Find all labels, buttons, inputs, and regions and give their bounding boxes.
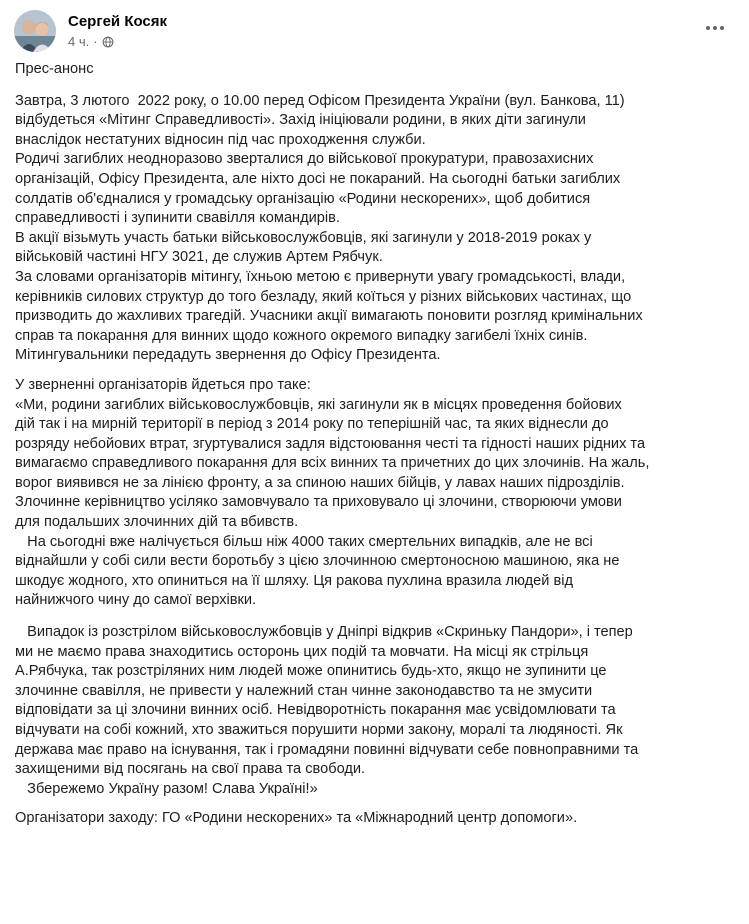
text-line: У зверненні організаторів йдеться про таке:: [15, 376, 311, 393]
text-line: справедливості і зупинити свавілля командирів.: [15, 210, 340, 227]
text-line: Родичі загиблих неодноразово зверталися до військової прокуратури, правозахисних: [15, 151, 594, 168]
more-options-icon[interactable]: [700, 18, 730, 38]
paragraph-block-2: [15, 376, 735, 611]
text-line: внаслідок нестатуних відносин під час проходження служби.: [15, 131, 426, 148]
text-line: відбудеться «Мітинг Справедливості». Захід ініціювали родини, в яких діти загинули: [15, 112, 586, 129]
text-line: керівників силових структур до того безладу, який коїться у різних військових частинах, що: [15, 288, 632, 305]
text-line: відповідати за ці злочини винних осіб. Невідворотність покарання має усвідомлювати та: [15, 702, 616, 719]
text-line: справ та покарання для винних щодо кожного окремого випадку загибелі їхніх синів.: [15, 327, 588, 344]
text-line: віднайшли у собі сили вести боротьбу з цією злочинною смертоносною машиною, яка не: [15, 553, 620, 570]
text-line: ворог виявився не за лінією фронту, а за спиною наших бійців, у лавах наших підрозділів.: [15, 474, 625, 491]
post-header: [14, 10, 734, 54]
text-line: вимагаємо справедливого покарання для всіх винних та причетних до цих злочинів. На жаль,: [15, 455, 650, 472]
paragraph-block-3: [15, 623, 735, 799]
text-line: В акції візьмуть участь батьки військовослужбовців, які загинули у 2018-2019 роках у: [15, 229, 592, 246]
text-line: ми не маємо права знаходитись осторонь цих подій та мовчати. На місці як стрільця: [15, 643, 589, 660]
text-line: захищеними від посягань на свої права та свободи.: [15, 761, 366, 778]
post-body: [15, 60, 735, 829]
text-line: шкодує жодного, хто опиниться на її шляху. Ця ракова пухлина вразила людей від: [15, 572, 573, 589]
post-time[interactable]: 4 ч.: [68, 34, 90, 49]
text-line: для подальших злочинних дій та вбивств.: [15, 514, 299, 531]
separator-dot: ·: [93, 34, 98, 49]
text-line: Мітингувальники передадуть звернення до Офісу Президента.: [15, 347, 441, 364]
text-line: злочинне свавілля, не привести у належний стан чинне законодавство та не змусити: [15, 682, 593, 699]
text-line: організацій, Офісу Президента, але ніхто досі не покараний. На сьогодні батьки загиблих: [15, 170, 621, 187]
text-line: військовій частині НГУ 3021, де служив Артем Рябчук.: [15, 249, 383, 266]
text-line: призводить до жахливих трагедій. Учасники акції вимагають поновити розгляд кримінальних: [15, 308, 643, 325]
text-line: За словами організаторів мітингу, їхньою метою є привернути увагу громадськості, влади,: [15, 268, 626, 285]
text-line: Випадок із розстрілом військовослужбовців у Дніпрі відкрив «Скриньку Пандори», і тепер: [15, 624, 633, 641]
globe-icon[interactable]: [102, 36, 114, 48]
paragraph-block-1: [15, 92, 735, 366]
organizers-line: Організатори заходу: ГО «Родини нескорених» та «Міжнародний центр допомоги».: [15, 810, 578, 827]
text-line: дій так і на мирній території в період з 2014 року по теперішній час, та яких віднесли до: [15, 416, 609, 433]
text-line: держава має право на існування, так і громадяни повинні відчувати себе повноправними та: [15, 741, 639, 758]
text-line: Завтра, 3 лютого 2022 року, о 10.00 перед Офісом Президента України (вул. Банкова, 11): [15, 92, 625, 109]
post-heading: Прес-анонс: [15, 61, 94, 77]
text-line: розряду небойових втрат, згуртувалися задля відстоювання честі та гідності наших рідних та: [15, 435, 646, 452]
avatar[interactable]: [14, 10, 56, 52]
avatar-image-icon: [14, 10, 56, 52]
text-line: Збережемо Україну разом! Слава Україні!»: [15, 780, 318, 797]
text-line: відчувати на собі кожний, хто зважиться порушити норми закону, моралі та людяності. Як: [15, 722, 623, 738]
text-line: солдатів об'єдналися у громадську організацію «Родини нескорених», щоб добитися: [15, 190, 591, 207]
text-line: На сьогодні вже налічується більш ніж 4000 таких смертельних випадків, але не всі: [15, 533, 593, 550]
text-line: «Ми, родини загиблих військовослужбовців, які загинули як в місцях проведення бойових: [15, 396, 622, 413]
text-line: А.Рябчука, так розстріляних ним людей може опинитись будь-хто, якщо не зупинити це: [15, 663, 607, 680]
post-meta: [68, 34, 114, 49]
text-line: найнижчого чину до самої верхівки.: [15, 592, 257, 609]
author-name[interactable]: Сергей Косяк: [68, 13, 168, 30]
text-line: Злочинне керівництво усіляко замовчувало та приховувало ці злочини, створюючи умови: [15, 494, 622, 511]
